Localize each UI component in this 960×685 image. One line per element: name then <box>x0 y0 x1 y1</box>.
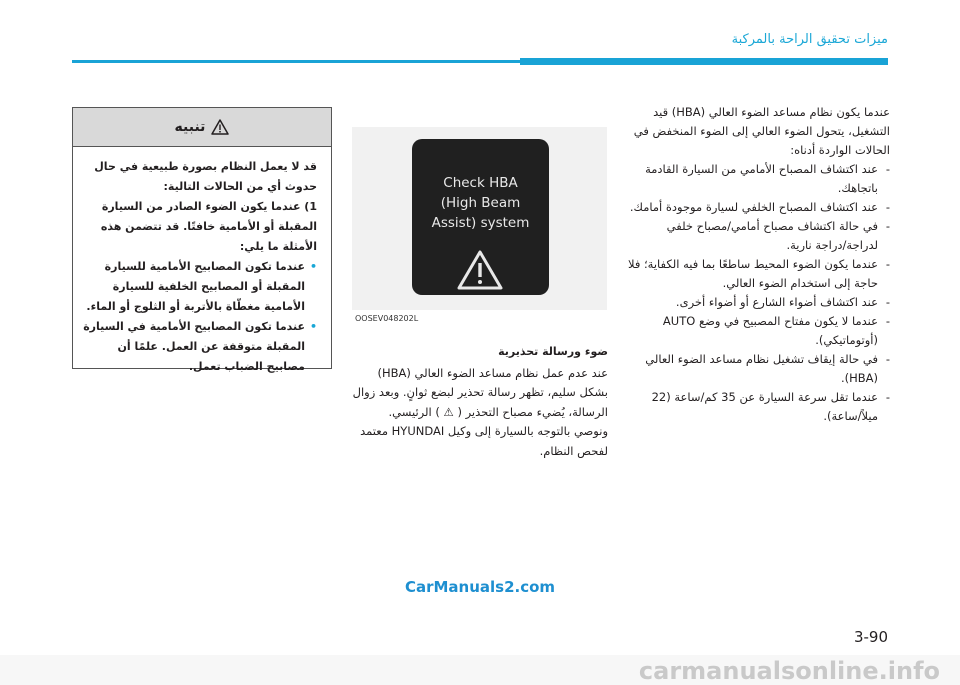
list-item: - عند اكتشاف المصباح الخلفي لسيارة موجودة أمامك. <box>628 198 890 217</box>
section-title: ميزات تحقيق الراحة بالمركبة <box>731 32 888 47</box>
warning-message <box>412 173 549 233</box>
warning-light-heading: ضوء ورسالة تحذيرية <box>498 345 608 358</box>
caution-intro: قد لا يعمل النظام بصورة طبيعية في حال حدوث أي من الحالات التالية: <box>94 160 317 193</box>
list-item: - عند اكتشاف المصباح الأمامي من السيارة القادمة باتجاهك. <box>628 160 890 198</box>
list-item: - في حالة إيقاف تشغيل نظام مساعد الضوء العالي (HBA). <box>628 350 890 388</box>
caution-title: تنبيه <box>174 119 206 135</box>
caution-icon <box>211 119 229 135</box>
list-item: - عندما يكون الضوء المحيط ساطعًا بما فيه الكفاية؛ فلا حاجة إلى استخدام الضوء العالي. <box>628 255 890 293</box>
warning-line: (High Beam <box>440 195 521 211</box>
caution-box <box>72 107 332 373</box>
warning-line: Check HBA <box>443 175 518 191</box>
figure-code: OOSEV048202L <box>355 314 419 323</box>
list-item: - عندما لا يكون مفتاح المصبيح في وضع AUTO (أوتوماتيكي). <box>628 312 890 350</box>
caution-header <box>73 108 331 147</box>
warning-triangle-icon <box>456 249 504 291</box>
condition-list <box>628 160 890 426</box>
page-number: 3-90 <box>853 628 888 646</box>
list-item: - عند اكتشاف أضواء الشارع أو أضواء أخرى. <box>628 293 890 312</box>
caution-bullet: • عندما تكون المصابيح الأمامية في السيارة المقبلة متوقفة عن العمل. علمًا أن مصابيح الضباب تعمل. <box>83 317 317 377</box>
list-item: - عندما تقل سرعة السيارة عن 35 كم/ساعة (22 ميلاً/ساعة). <box>628 388 890 426</box>
warning-line: Assist) system <box>431 215 530 231</box>
list-item: - في حالة اكتشاف مصباح أمامي/مصباح خلفي لدراجة/دراجة نارية. <box>628 217 890 255</box>
caution-body <box>73 147 331 377</box>
watermark-carmanualsonline: carmanualsonline.info <box>638 657 940 685</box>
header-rule-accent <box>520 58 888 65</box>
cluster-figure <box>352 127 607 310</box>
caution-item: 1) عندما يكون الضوء الصادر من السيارة المقبلة أو الأمامية خافتًا. قد تتضمن هذه الأمثلة ما يلي: <box>100 200 317 253</box>
right-intro: عندما يكون نظام مساعد الضوء العالي (HBA) قيد التشغيل، يتحول الضوء العالي إلى الضوء المنخفض في الحالات الواردة أدناه: <box>633 105 890 157</box>
caution-bullet: • عندما تكون المصابيح الأمامية للسيارة المقبلة أو المصابيح الخلفية للسيارة الأمامية مغطّاة بالأتربة أو الثلوج أو الماء. <box>83 257 317 317</box>
watermark-carmanuals2: CarManuals2.com <box>404 578 556 596</box>
middle-column <box>352 342 608 461</box>
right-column <box>628 103 890 426</box>
cluster-screen <box>412 139 549 295</box>
watermark-bar <box>0 655 960 685</box>
warning-light-text: عند عدم عمل نظام مساعد الضوء العالي (HBA) بشكل سليم، تظهر رسالة تحذير لبضع ثوانٍ. وبعد زوال الرسالة، يُضيء مصباح التحذير ( ⚠ ) الرئيسي. ونوصي بالتوجه بالسيارة إلى وكيل HYUNDAI معتمد لفحص النظام. <box>352 365 608 458</box>
